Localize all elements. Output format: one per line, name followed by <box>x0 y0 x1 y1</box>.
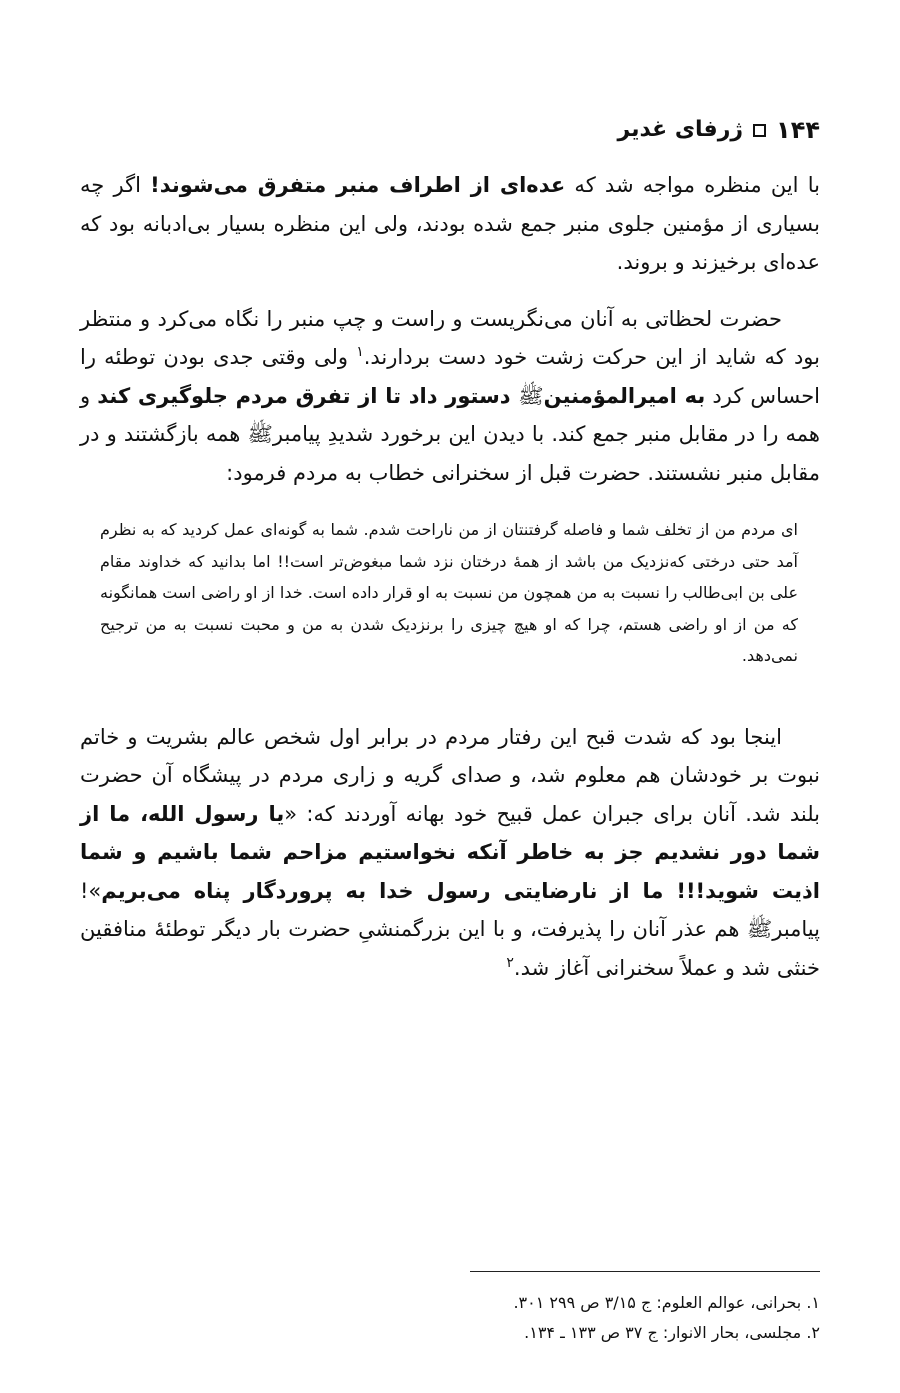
text-run: حضرت لحظاتی به آنان می‌نگریست و راست و چپ منبر را نگاه می‌کرد و منتظر بود که شاید از این حرکت زشت خود دست بردارند. <box>80 306 820 369</box>
text-run: همه بازگشتند و در مقابل منبر نشستند. حضرت قبل از سخنرانی خطاب به مردم فرمود: <box>80 422 820 485</box>
bold-run: یا رسول الله، ما از شما دور نشدیم جز به خاطر آنکه نخواستیم مزاحم شما باشیم و شما اذیت شوید!!! ما از نارضایتی رسول خدا به پروردگار پناه می‌بریم <box>80 801 820 903</box>
honorific-glyph: ﷺ <box>247 422 273 446</box>
text-run: هم عذر آنان را پذیرفت، و با این بزرگمنشیِ حضرت بار دیگر توطئهٔ منافقین خنثی شد و عملاً سخنرانی آغاز شد. <box>80 917 820 980</box>
text-run: »! پیامبر <box>80 878 820 941</box>
footnotes <box>80 1288 820 1348</box>
paragraph-3 <box>80 718 820 988</box>
footnote-2: ۲. مجلسی، بحار الانوار: ج ۳۷ ص ۱۳۳ ـ ۱۳۴. <box>524 1323 820 1342</box>
page-body <box>80 110 820 1005</box>
text-run: و همه را در مقابل منبر جمع کند. با دیدن این برخورد شدیدِ پیامبر <box>80 383 820 446</box>
bold-run: عده‌ای از اطراف منبر متفرق می‌شوند! <box>150 173 566 197</box>
footnote-1: ۱. بحرانی، عوالم العلوم: ج ۳/۱۵ ص ۲۹۹ ۳۰۱. <box>513 1293 820 1312</box>
honorific-glyph: ﷺ <box>746 917 773 941</box>
honorific-glyph: ﷺ <box>518 383 544 408</box>
bold-run: دستور داد تا از تفرق مردم جلوگیری کند <box>97 383 519 408</box>
text-run: با این منظره مواجه شد که <box>565 173 820 197</box>
bold-run: به امیرالمؤمنین <box>543 383 706 408</box>
footnote-divider <box>470 1271 820 1272</box>
footnote-ref-1: ۱ <box>356 344 364 360</box>
running-header <box>80 110 820 150</box>
paragraph-2 <box>80 300 820 493</box>
paragraph-1 <box>80 166 820 282</box>
text-run: اگر چه بسیاری از مؤمنین جلوی منبر جمع شده بودند، ولی این منظره بسیار بی‌ادبانه بود که عده‌ای برخیزند و بروند. <box>80 173 820 274</box>
square-ornament-icon <box>753 124 766 137</box>
text-run: اینجا بود که شدت قبح این رفتار مردم در برابر اول شخص عالم بشریت و خاتم نبوت بر خودشان هم معلوم شد، و صدای گریه و زاری مردم در پیشگاه آن حضرت بلند شد. آنان برای جبران عمل قبیح خود بهانه آوردند که: « <box>80 724 821 826</box>
footnote-ref-2: ۲ <box>506 954 514 971</box>
book-title: ژرفای غدیر <box>617 117 744 142</box>
page-number: ۱۴۴ <box>776 116 820 144</box>
text-run: ولی وقتی جدی بودن توطئه را احساس کرد <box>80 345 821 408</box>
block-quote: ای مردم من از تخلف شما و فاصله گرفتنتان از من ناراحت شدم. شما به گونه‌ای عمل کردید که به نظرم آمد حتی درختی که‌نزدیک من باشد از همهٔ درختان نزد شما مبغوض‌تر است!! اما بدانید که خداوند مقام علی بن ابی‌طالب را نسبت به من همچون من نسبت به او قرار داده است. خدا از او راضی است همانگونه که من از او راضی هستم، چرا که او هیچ چیزی را برنزدیک شدن به من و محبت نسبت به من ترجیح نمی‌دهد. <box>100 520 798 665</box>
